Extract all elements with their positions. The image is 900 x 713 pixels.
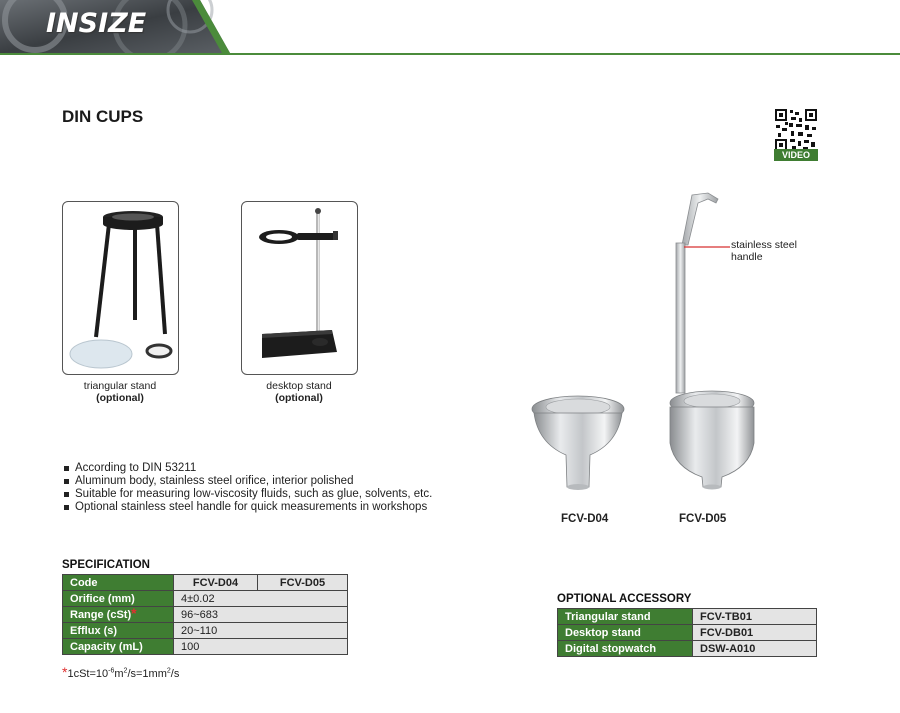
table-row (63, 575, 348, 591)
feature-item: Suitable for measuring low-viscosity fluids, such as glue, solvents, etc. (62, 488, 432, 501)
triangular-stand-name: triangular stand (83, 380, 157, 392)
spec-row-label: Efflux (s) (63, 623, 174, 639)
brand-logo[interactable]: INSIZE (46, 8, 147, 39)
spec-row-label-cell (63, 607, 174, 623)
page-title: DIN CUPS (62, 107, 144, 126)
accessory-name: Triangular stand (558, 609, 693, 625)
qr-video-label: VIDEO (781, 150, 810, 160)
accessory-name: Desktop stand (558, 625, 693, 641)
handle-label-line1: stainless steel (731, 239, 797, 251)
desktop-stand-name: desktop stand (266, 380, 332, 392)
red-star-icon: * (131, 605, 137, 621)
table-row (63, 639, 348, 655)
cup-label-fcv-d05: FCV-D05 (679, 513, 727, 525)
din-cups-image (520, 185, 780, 505)
footnote-text: /s=1mm (127, 668, 167, 680)
triangular-stand-card (62, 201, 179, 375)
feature-list (62, 462, 432, 514)
footnote-exp: 2 (123, 667, 128, 675)
specification-table (62, 574, 348, 655)
triangular-stand-optional: (optional) (96, 392, 144, 404)
handle-label (731, 239, 797, 263)
red-star-icon: * (62, 664, 68, 680)
feature-item: Optional stainless steel handle for quick measurements in workshops (62, 501, 432, 514)
header-divider (0, 53, 900, 55)
table-row (63, 591, 348, 607)
accessory-title: OPTIONAL ACCESSORY (557, 593, 692, 605)
feature-item: Aluminum body, stainless steel orifice, interior polished (62, 475, 432, 488)
footnote-text: /s (170, 668, 180, 680)
desktop-stand-optional: (optional) (275, 392, 323, 404)
desktop-stand-card (241, 201, 358, 375)
spec-row-label: Orifice (mm) (63, 591, 174, 607)
footnote (62, 664, 180, 680)
footnote-exp: -6 (108, 667, 115, 675)
accessory-name: Digital stopwatch (558, 641, 693, 657)
footnote-exp: 2 (166, 667, 171, 675)
specification-title: SPECIFICATION (62, 559, 150, 571)
spec-row-label: Range (cSt) (70, 609, 132, 621)
table-row (558, 609, 817, 625)
desktop-stand-caption (219, 380, 379, 404)
spec-row-value: 4±0.02 (174, 591, 348, 607)
accessory-code: DSW-A010 (693, 641, 817, 657)
table-row (63, 623, 348, 639)
spec-header-col1: FCV-D04 (174, 575, 258, 591)
feature-item: According to DIN 53211 (62, 462, 432, 475)
accessory-code: FCV-DB01 (693, 625, 817, 641)
table-row (558, 641, 817, 657)
spec-header-col2: FCV-D05 (258, 575, 348, 591)
spec-row-value: 100 (174, 639, 348, 655)
accessory-code: FCV-TB01 (693, 609, 817, 625)
footnote-text: 1cSt=10 (67, 668, 109, 680)
spec-row-value: 96~683 (174, 607, 348, 623)
cup-label-fcv-d04: FCV-D04 (561, 513, 609, 525)
desktop-stand-image (242, 202, 357, 374)
handle-label-line2: handle (731, 251, 763, 263)
spec-row-value: 20~110 (174, 623, 348, 639)
triangular-stand-image (63, 202, 178, 374)
accessory-table (557, 608, 817, 657)
footnote-text: m (114, 668, 124, 680)
table-row (63, 607, 348, 623)
triangular-stand-caption (40, 380, 200, 404)
spec-row-label: Capacity (mL) (63, 639, 174, 655)
spec-header-label: Code (63, 575, 174, 591)
table-row (558, 625, 817, 641)
